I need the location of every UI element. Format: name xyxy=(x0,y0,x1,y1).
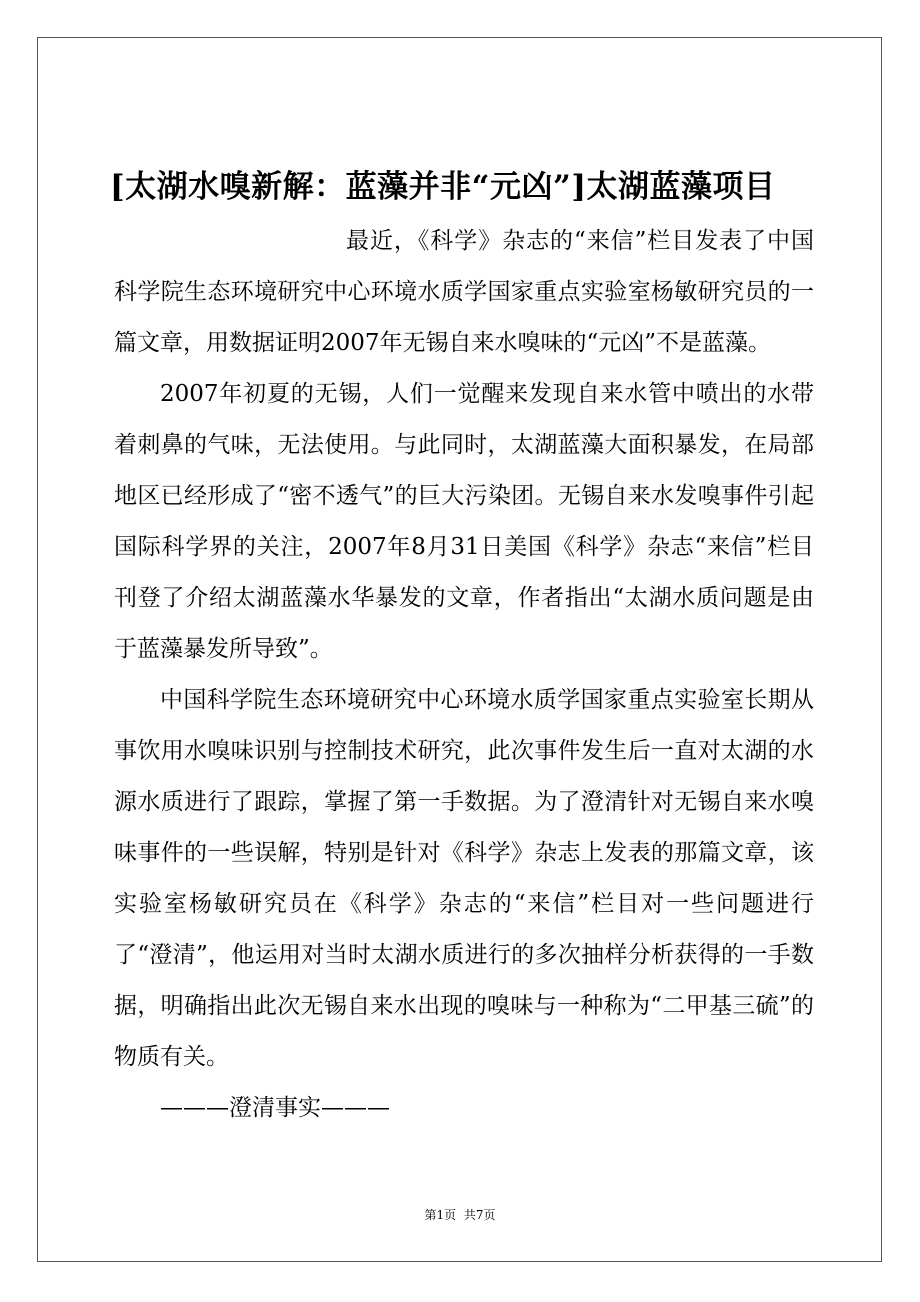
page-total: 共7页 xyxy=(463,1208,496,1222)
section-heading: ———澄清事实——— xyxy=(160,1095,390,1121)
page-number: 第1页 xyxy=(424,1208,457,1222)
page-footer xyxy=(0,1207,920,1223)
document-title: [太湖水嗅新解：蓝藻并非“元凶”]太湖蓝藻项目 xyxy=(110,168,776,205)
document-body xyxy=(114,216,814,1134)
paragraph: 最近，《科学》杂志的“来信”栏目发表了中国科学院生态环境研究中心环境水质学国家重点实验室杨敏研究员的一篇文章，用数据证明2007年无锡自来水嗅味的“元凶”不是蓝藻。 xyxy=(114,228,814,356)
paragraph: 中国科学院生态环境研究中心环境水质学国家重点实验室长期从事饮用水嗅味识别与控制技术研究，此次事件发生后一直对太湖的水源水质进行了跟踪，掌握了第一手数据。为了澄清针对无锡自来水嗅味事件的一些误解，特别是针对《科学》杂志上发表的那篇文章，该实验室杨敏研究员在《科学》杂志的“来信”栏目对一些问题进行了“澄清”，他运用对当时太湖水质进行的多次抽样分析获得的一手数据，明确指出此次无锡自来水出现的嗅味与一种称为“二甲基三硫”的物质有关。 xyxy=(114,687,814,1070)
paragraph: 2007年初夏的无锡，人们一觉醒来发现自来水管中喷出的水带着刺鼻的气味，无法使用。与此同时，太湖蓝藻大面积暴发，在局部地区已经形成了“密不透气”的巨大污染团。无锡自来水发嗅事件引起国际科学界的关注，2007年8月31日美国《科学》杂志“来信”栏目刊登了介绍太湖蓝藻水华暴发的文章，作者指出“太湖水质问题是由于蓝藻暴发所导致”。 xyxy=(114,381,814,662)
